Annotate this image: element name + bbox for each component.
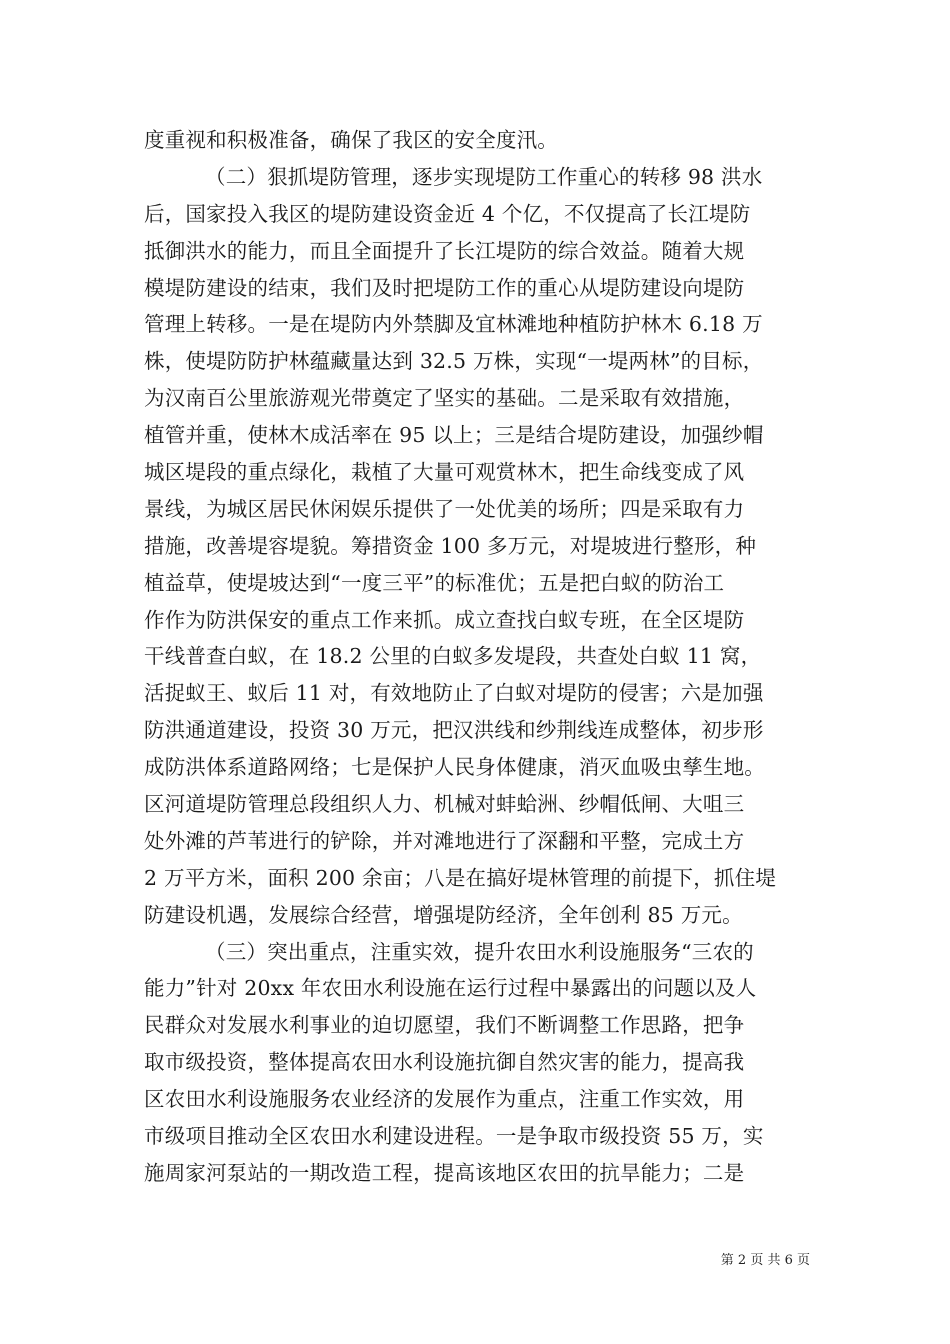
text-line: 植益草，使堤坡达到“一度三平”的标准优；五是把白蚁的防治工 [144, 570, 725, 595]
text-line: 株，使堤防防护林蕴藏量达到 32.5 万株，实现“一堤两林”的目标， [144, 349, 764, 374]
text-line: 景线，为城区居民休闲娱乐提供了一处优美的场所；四是采取有力 [144, 496, 745, 521]
text-line: 能力”针对 20xx 年农田水利设施在运行过程中暴露出的问题以及人 [144, 976, 757, 1001]
text-line: （三）突出重点，注重实效，提升农田水利设施服务“三农的 [205, 939, 754, 964]
text-line: 措施，改善堤容堤貌。筹措资金 100 多万元，对堤坡进行整形，种 [144, 533, 757, 558]
text-line: 度重视和积极准备，确保了我区的安全度汛。 [144, 128, 558, 152]
text-line: 市级项目推动全区农田水利建设进程。一是争取市级投资 55 万，实 [144, 1124, 764, 1149]
text-line: 模堤防建设的结束，我们及时把堤防工作的重心从堤防建设向堤防 [144, 275, 745, 300]
text-line: 城区堤段的重点绿化，栽植了大量可观赏林木，把生命线变成了风 [144, 460, 745, 485]
page-number-footer: 第 2 页 共 6 页 [720, 1253, 810, 1268]
text-line: 管理上转移。一是在堤防内外禁脚及宜林滩地种植防护林木 6.18 万 [144, 312, 763, 337]
text-line: 成防洪体系道路网络；七是保护人民身体健康，消灭血吸虫孳生地。 [144, 755, 765, 780]
text-line: 植管并重，使林木成活率在 95 以上；三是结合堤防建设，加强纱帽 [144, 423, 764, 448]
text-line: 区农田水利设施服务农业经济的发展作为重点，注重工作实效，用 [144, 1087, 745, 1112]
text-line: 干线普查白蚁，在 18.2 公里的白蚁多发堤段，共查处白蚁 11 窝， [144, 644, 762, 669]
text-line: （二）狠抓堤防管理，逐步实现堤防工作重心的转移 98 洪水 [205, 164, 763, 189]
text-line: 2 万平方米，面积 200 余亩；八是在搞好堤林管理的前提下，抓住堤 [144, 865, 777, 890]
text-line: 活捉蚁王、蚁后 11 对，有效地防止了白蚁对堤防的侵害；六是加强 [144, 681, 764, 706]
text-line: 为汉南百公里旅游观光带奠定了坚实的基础。二是采取有效措施， [144, 386, 745, 411]
text-line: 区河道堤防管理总段组织人力、机械对蚌蛤洲、纱帽低闸、大咀三 [144, 792, 745, 817]
text-line: 民群众对发展水利事业的迫切愿望，我们不断调整工作思路，把争 [144, 1013, 745, 1038]
text-line: 防洪通道建设，投资 30 万元，把汉洪线和纱荆线连成整体，初步形 [144, 718, 764, 743]
text-line: 后，国家投入我区的堤防建设资金近 4 个亿，不仅提高了长江堤防 [144, 201, 751, 226]
text-line: 取市级投资，整体提高农田水利设施抗御自然灾害的能力，提高我 [144, 1050, 745, 1075]
text-line: 施周家河泵站的一期改造工程，提高该地区农田的抗旱能力；二是 [144, 1160, 745, 1185]
text-line: 防建设机遇，发展综合经营，增强堤防经济，全年创利 85 万元。 [144, 902, 743, 927]
document-body [144, 122, 812, 1192]
text-line: 处外滩的芦苇进行的铲除，并对滩地进行了深翻和平整，完成土方 [144, 828, 745, 853]
text-line: 作作为防洪保安的重点工作来抓。成立查找白蚁专班，在全区堤防 [144, 607, 745, 632]
text-line: 抵御洪水的能力，而且全面提升了长江堤防的综合效益。随着大规 [144, 238, 745, 263]
